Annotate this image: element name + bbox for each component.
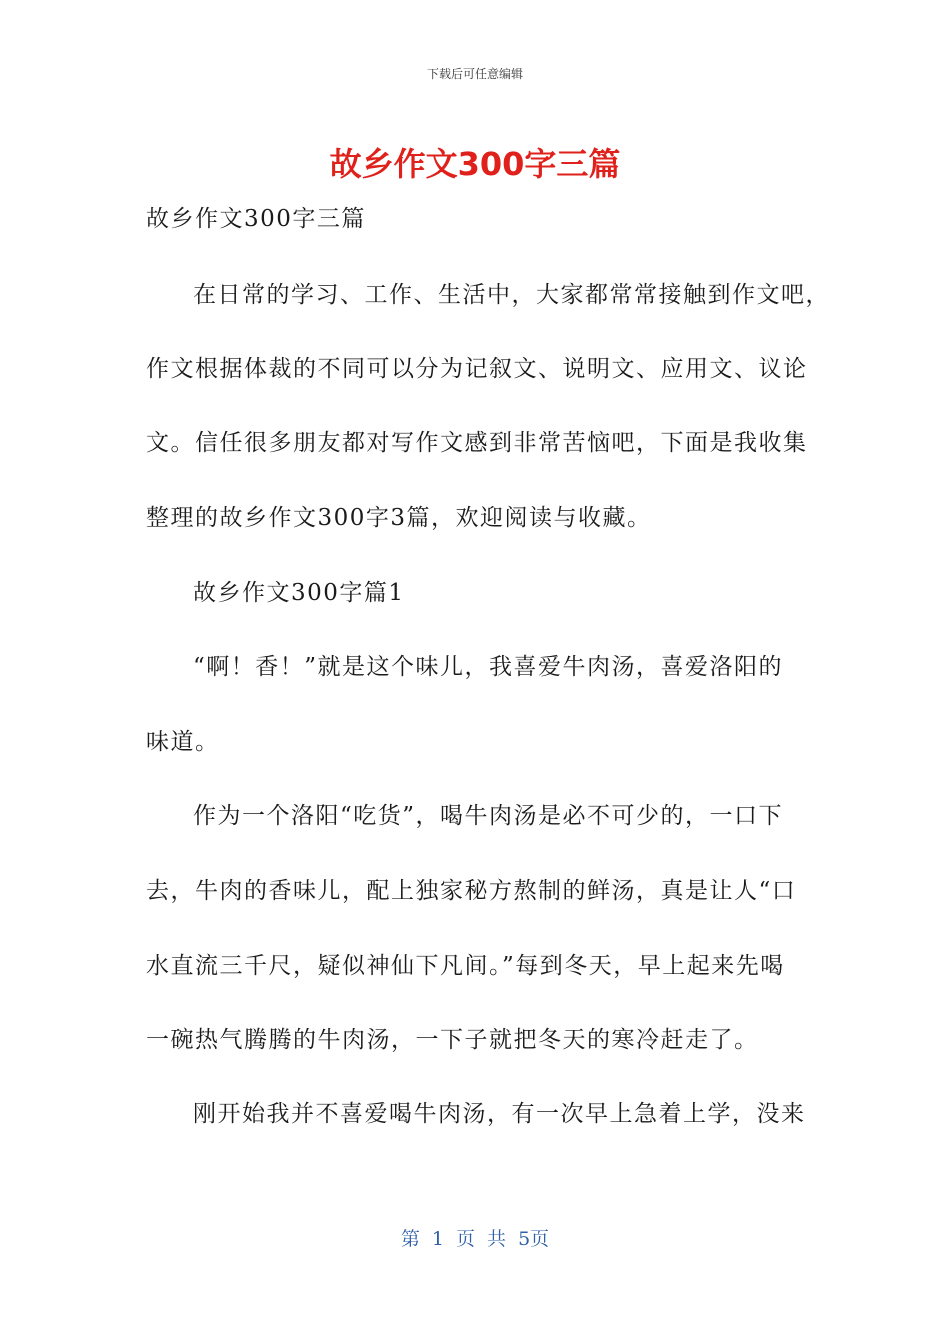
paragraph-line: 作为一个洛阳“吃货”，喝牛肉汤是必不可少的，一口下 bbox=[193, 803, 784, 829]
paragraph-line: 作文根据体裁的不同可以分为记叙文、说明文、应用文、议论 bbox=[146, 356, 808, 382]
document-title: 故乡作文300字三篇 bbox=[329, 145, 621, 183]
paragraph-line: 去，牛肉的香味儿，配上独家秘方熬制的鲜汤，真是让人“口 bbox=[146, 878, 797, 904]
paragraph-line: “啊！香！”就是这个味儿，我喜爱牛肉汤，喜爱洛阳的 bbox=[193, 654, 784, 680]
subtitle-line: 故乡作文300字三篇 bbox=[146, 206, 366, 232]
paragraph-line: 水直流三千尺，疑似神仙下凡间。”每到冬天，早上起来先喝 bbox=[146, 953, 785, 979]
paragraph-line: 味道。 bbox=[146, 729, 220, 755]
page-footer: 第 1 页 共 5页 bbox=[400, 1228, 550, 1250]
section-heading: 故乡作文300字篇1 bbox=[193, 580, 405, 606]
paragraph-line: 整理的故乡作文300字3篇，欢迎阅读与收藏。 bbox=[146, 505, 652, 531]
paragraph-line: 一碗热气腾腾的牛肉汤，一下子就把冬天的寒冷赶走了。 bbox=[146, 1027, 759, 1053]
paragraph-line: 文。信任很多朋友都对写作文感到非常苦恼吧，下面是我收集 bbox=[146, 430, 808, 456]
paragraph-line: 刚开始我并不喜爱喝牛肉汤，有一次早上急着上学，没来 bbox=[193, 1101, 806, 1127]
header-note: 下载后可任意编辑 bbox=[426, 67, 523, 81]
paragraph-line: 在日常的学习、工作、生活中，大家都常常接触到作文吧， bbox=[193, 282, 830, 308]
